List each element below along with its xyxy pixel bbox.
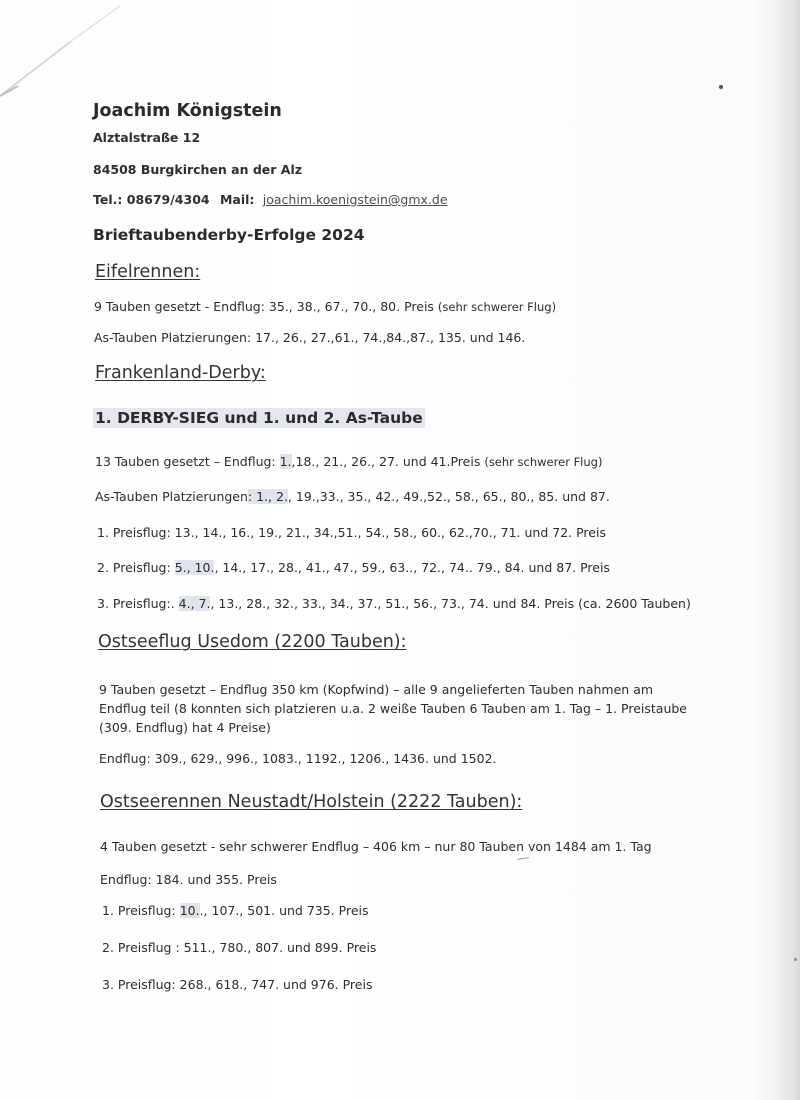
- tel-label: Tel.:: [93, 192, 123, 207]
- street-address: Alztalstraße 12: [93, 130, 201, 145]
- eifel-endflug-note: (sehr schwerer Flug): [437, 300, 557, 314]
- section-heading-ostseeflug-usedom: Ostseeflug Usedom (2200 Tauben):: [98, 632, 407, 652]
- neustadt-pf1-post: ., 107., 501. und 735. Preis: [199, 903, 369, 918]
- contact-line: [93, 192, 448, 207]
- highlight-mark: 1.: [279, 454, 292, 469]
- scan-edge-shadow: [778, 0, 800, 1100]
- franken-as-post: , 19.,33., 35., 42., 49.,52., 58., 65., 80., 85. und 87.: [287, 489, 610, 504]
- folded-corner-crease: [0, 0, 160, 110]
- city-address: 84508 Burgkirchen an der Alz: [93, 162, 303, 177]
- franken-preisflug-3-line: [97, 596, 691, 611]
- neustadt-summary-line: 4 Tauben gesetzt - sehr schwerer Endflug – 406 km – nur 80 Tauben von 1484 am 1. Tag: [100, 839, 652, 854]
- email-link[interactable]: joachim.koenigstein@gmx.de: [262, 192, 448, 207]
- author-name: Joachim Königstein: [93, 101, 282, 121]
- franken-endflug-post: ,18., 21., 26., 27. und 41.Preis: [291, 454, 481, 469]
- neustadt-pf1-pre: 1. Preisflug:: [102, 903, 180, 918]
- highlight-mark: 10.: [179, 903, 200, 918]
- franken-pf2-post: , 14., 17., 28., 41., 47., 59., 63.., 72., 74.. 79., 84. und 87. Preis: [214, 560, 610, 575]
- eifel-endflug-line: [94, 299, 556, 314]
- usedom-endflug-line: Endflug: 309., 629., 996., 1083., 1192., 1206., 1436. und 1502.: [99, 751, 497, 766]
- franken-preisflug-1-line: 1. Preisflug: 13., 14., 16., 19., 21., 34.,51., 54., 58., 60., 62.,70., 71. und 72. Preis: [97, 525, 606, 540]
- usedom-description: 9 Tauben gesetzt – Endflug 350 km (Kopfwind) – alle 9 angelieferten Tauben nahmen am Endflug teil (8 konnten sich platzieren u.a. 2 weiße Tauben 6 Tauben am 1. Tag – 1. Preistaube (309. Endflug) hat 4 Preise): [99, 682, 687, 735]
- franken-pf3-pre: 3. Preisflug:.: [97, 596, 179, 611]
- franken-endflug-note: (sehr schwerer Flug): [484, 455, 603, 469]
- eifel-endflug-text: 9 Tauben gesetzt - Endflug: 35., 38., 67., 70., 80. Preis: [94, 299, 434, 314]
- eifel-as-tauben-line: As-Tauben Platzierungen: 17., 26., 27.,61., 74.,84.,87., 135. und 146.: [94, 330, 526, 345]
- tel-number: 08679/4304: [126, 192, 210, 207]
- neustadt-endflug-line: Endflug: 184. und 355. Preis: [100, 872, 277, 887]
- scan-speck: [794, 958, 797, 961]
- franken-endflug-pre: 13 Tauben gesetzt – Endflug:: [95, 454, 280, 469]
- neustadt-preisflug-2-line: 2. Preisflug : 511., 780., 807. und 899. Preis: [102, 940, 377, 955]
- franken-preisflug-2-line: [97, 560, 610, 575]
- mail-label: Mail:: [219, 192, 255, 207]
- franken-pf2-pre: 2. Preisflug:: [97, 560, 175, 575]
- section-heading-frankenland-derby: Frankenland-Derby:: [95, 363, 266, 383]
- franken-pf3-post: , 13., 28., 32., 33., 34., 37., 51., 56., 73., 74. und 84. Preis (ca. 2600 Tauben): [210, 596, 691, 611]
- highlight-mark: 5., 10.: [174, 560, 215, 575]
- franken-as-pre: As-Tauben Platzierungen: [95, 489, 248, 504]
- document-title: Brieftaubenderby-Erfolge 2024: [93, 226, 365, 244]
- highlight-mark: : 1., 2.: [247, 489, 288, 504]
- neustadt-preisflug-1-line: [102, 903, 369, 918]
- scan-speck: [719, 85, 723, 89]
- derby-sieg-banner: 1. DERBY-SIEG und 1. und 2. As-Taube: [95, 409, 423, 427]
- franken-endflug-line: [95, 454, 602, 469]
- franken-as-tauben-line: [95, 489, 610, 504]
- neustadt-preisflug-3-line: 3. Preisflug: 268., 618., 747. und 976. Preis: [102, 977, 373, 992]
- section-heading-ostseerennen-neustadt: Ostseerennen Neustadt/Holstein (2222 Tauben):: [100, 792, 523, 812]
- section-heading-eifelrennen: Eifelrennen:: [95, 262, 201, 282]
- highlight-mark: 4., 7.: [178, 596, 211, 611]
